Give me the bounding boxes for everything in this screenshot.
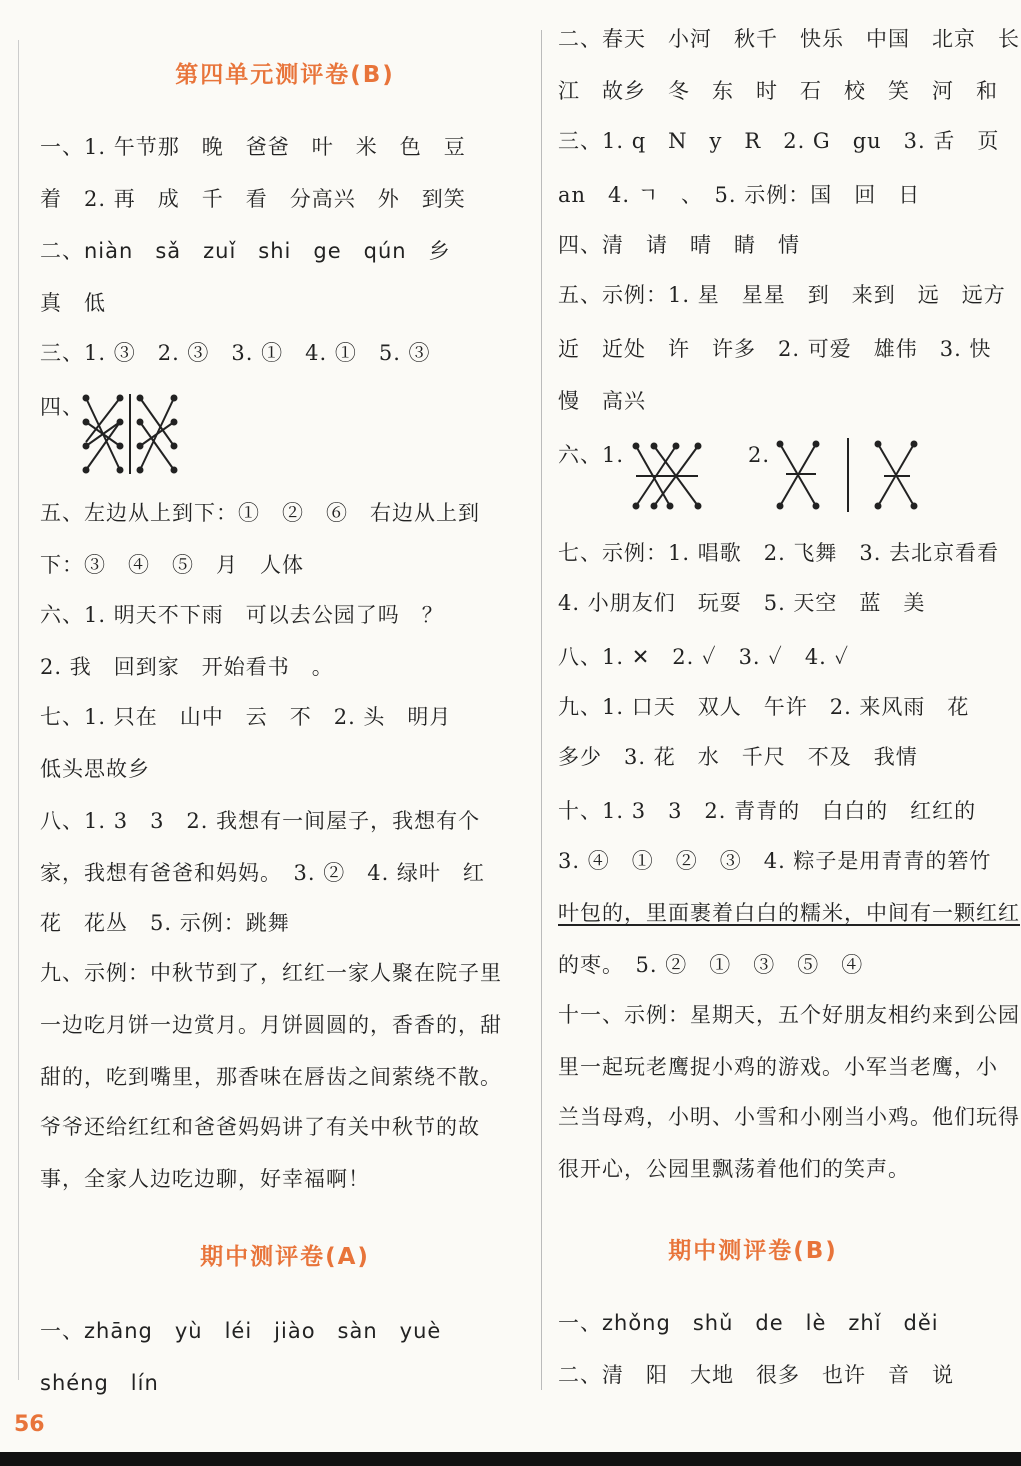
answer-line: 五、左边从上到下：① ② ⑥ 右边从上到 bbox=[40, 501, 480, 525]
matching-lines-diagram-2 bbox=[772, 436, 922, 516]
answer-line: shéng lín bbox=[40, 1371, 159, 1395]
answer-line: 4. 小朋友们 玩耍 5. 天空 蓝 美 bbox=[558, 591, 926, 615]
answer-line: 四、 bbox=[40, 395, 84, 419]
answer-line: 一、zhǒng shǔ de lè zhǐ děi bbox=[558, 1311, 939, 1335]
answer-line: 低头思故乡 bbox=[40, 757, 150, 781]
answer-line: 3. ④ ① ② ③ 4. 粽子是用青青的箬竹 bbox=[558, 849, 992, 873]
answer-line: 二、春天 小河 秋千 快乐 中国 北京 长 bbox=[558, 27, 1020, 51]
answer-line: 八、1. ✕ 2. ✓ 3. ✓ 4. ✓ bbox=[558, 645, 850, 669]
answer-line: 甜的，吃到嘴里，那香味在唇齿之间萦绕不散。 bbox=[40, 1065, 502, 1089]
answer-line: 家，我想有爸爸和妈妈。 3. ② 4. 绿叶 红 bbox=[40, 861, 485, 885]
answer-line: 兰当母鸡，小明、小雪和小刚当小鸡。他们玩得 bbox=[558, 1105, 1020, 1129]
answer-line: 江 故乡 冬 东 时 石 校 笑 河 和 bbox=[558, 79, 998, 103]
answer-line: 二、niàn sǎ zuǐ shi ge qún 乡 bbox=[40, 239, 451, 263]
bottom-edge-bar bbox=[0, 1452, 1021, 1466]
answer-line: 一边吃月饼一边赏月。月饼圆圆的，香香的，甜 bbox=[40, 1013, 502, 1037]
answer-line: 十、1. 3 3 2. 青青的 白白的 红红的 bbox=[558, 799, 977, 823]
answer-line: 七、示例：1. 唱歌 2. 飞舞 3. 去北京看看 bbox=[558, 541, 1000, 565]
answer-line: 着 2. 再 成 千 看 分高兴 外 到笑 bbox=[40, 187, 466, 211]
answer-line: 近 近处 许 许多 2. 可爱 雄伟 3. 快 bbox=[558, 337, 992, 361]
answer-line: 八、1. 3 3 2. 我想有一间屋子，我想有个 bbox=[40, 809, 481, 833]
answer-line: 2. 我 回到家 开始看书 。 bbox=[40, 655, 334, 679]
left-margin-rule bbox=[18, 40, 19, 1380]
answer-line: 四、清 请 晴 睛 情 bbox=[558, 233, 800, 257]
answer-line: 爷爷还给红红和爸爸妈妈讲了有关中秋节的故 bbox=[40, 1115, 480, 1139]
answer-line: 七、1. 只在 山中 云 不 2. 头 明月 bbox=[40, 705, 452, 729]
answer-line: 花 花丛 5. 示例：跳舞 bbox=[40, 911, 290, 935]
answer-line: 真 低 bbox=[40, 291, 106, 315]
answer-line: 十一、示例：星期天，五个好朋友相约来到公园 bbox=[558, 1003, 1020, 1027]
answer-line: 下：③ ④ ⑤ 月 人体 bbox=[40, 553, 304, 577]
answer-line: 五、示例：1. 星 星星 到 来到 远 远方 bbox=[558, 283, 1006, 307]
section-title-midterm-a: 期中测评卷(A) bbox=[200, 1244, 370, 1270]
section-title-midterm-b: 期中测评卷(B) bbox=[668, 1238, 838, 1264]
matching-lines-diagram-1 bbox=[630, 440, 710, 512]
answer-line: 九、示例：中秋节到了，红红一家人聚在院子里 bbox=[40, 961, 502, 985]
answer-line: 里一起玩老鹰捉小鸡的游戏。小军当老鹰，小 bbox=[558, 1055, 998, 1079]
answer-line: 很开心，公园里飘荡着他们的笑声。 bbox=[558, 1157, 910, 1181]
answer-line: 事，全家人边吃边聊，好幸福啊！ bbox=[40, 1167, 370, 1191]
answer-line: 二、清 阳 大地 很多 也许 音 说 bbox=[558, 1363, 954, 1387]
answer-line: 六、1. bbox=[558, 443, 625, 467]
answer-line: 叶包的，里面裹着白白的糯米，中间有一颗红红 bbox=[558, 901, 1020, 925]
page-number: 56 bbox=[14, 1412, 45, 1437]
question-2-label: 2. bbox=[748, 443, 771, 467]
answer-line: 三、1. ③ 2. ③ 3. ① 4. ① 5. ③ bbox=[40, 341, 431, 365]
answer-line: 的枣。 5. ② ① ③ ⑤ ④ bbox=[558, 953, 864, 977]
answer-line: 慢 高兴 bbox=[558, 389, 646, 413]
answer-line: 三、1. q N y R 2. G gu 3. 舌 页 bbox=[558, 129, 1000, 153]
answer-line: an 4. ㄱ 、 5. 示例：国 回 日 bbox=[558, 183, 921, 207]
column-divider bbox=[541, 30, 542, 1390]
answer-line: 一、zhāng yù léi jiào sàn yuè bbox=[40, 1319, 442, 1343]
answer-line: 一、1. 午节那 晚 爸爸 叶 米 色 豆 bbox=[40, 135, 466, 159]
matching-lines-diagram bbox=[82, 392, 182, 476]
answer-line: 多少 3. 花 水 千尺 不及 我情 bbox=[558, 745, 918, 769]
section-title-unit4-b: 第四单元测评卷(B) bbox=[175, 62, 395, 88]
answer-line: 六、1. 明天不下雨 可以去公园了吗 ？ bbox=[40, 603, 444, 627]
answer-line: 九、1. 口天 双人 午许 2. 来风雨 花 bbox=[558, 695, 970, 719]
